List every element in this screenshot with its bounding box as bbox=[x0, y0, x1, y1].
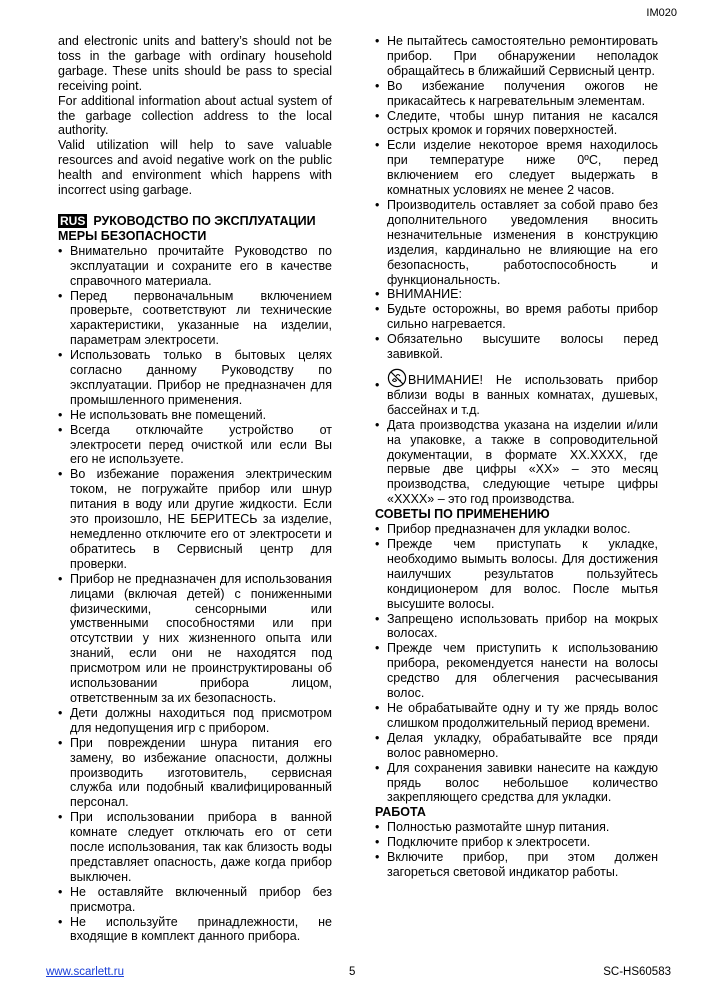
intro-paragraph: For additional information about actual system of the garbage collection address to the local authority. bbox=[58, 93, 332, 138]
water-warning-item bbox=[375, 368, 658, 418]
safety-item: • Всегда отключайте устройство от электросети перед очисткой или если Вы его не используете. bbox=[58, 423, 332, 468]
tip-item: • Не обрабатывайте одну и ту же прядь волос слишком продолжительный период времени. bbox=[375, 701, 658, 731]
tips-title: СОВЕТЫ ПО ПРИМЕНЕНИЮ bbox=[375, 507, 550, 522]
safety-item: • ВНИМАНИЕ: bbox=[375, 287, 658, 302]
work-title: РАБОТА bbox=[375, 805, 426, 820]
safety-item: • Перед первоначальным включением проверьте, соответствуют ли технические характеристики, указанные на изделии, параметрам электросети. bbox=[58, 289, 332, 349]
header-model-code: IM020 bbox=[646, 7, 677, 19]
tip-item: • Делая укладку, обрабатывайте все пряди волос равномерно. bbox=[375, 731, 658, 761]
intro-paragraph: Valid utilization will help to save valuable resources and avoid negative work on the public health and environment which happens with incorrect using garbage. bbox=[58, 138, 332, 198]
safety-item: • Во избежание получения ожогов не прикасайтесь к нагревательным элементам. bbox=[375, 79, 658, 109]
safety-item: • Дети должны находиться под присмотром для недопущения игр с прибором. bbox=[58, 706, 332, 736]
safety-item: • Внимательно прочитайте Руководство по эксплуатации и сохраните его в качестве справочного материала. bbox=[58, 244, 332, 289]
website-link[interactable]: www.scarlett.ru bbox=[46, 966, 124, 978]
safety-item: • Производитель оставляет за собой право без дополнительного уведомления вносить незначительные изменения в конструкцию изделия, кардинально не влияющие на его безопасность, работоспособность и функциональность. bbox=[375, 198, 658, 287]
work-item: • Включите прибор, при этом должен загореться световой индикатор работы. bbox=[375, 850, 658, 880]
footer-model-code: SC-HS60583 bbox=[603, 966, 671, 978]
safety-item: • Следите, чтобы шнур питания не касался острых кромок и горячих поверхностей. bbox=[375, 109, 658, 139]
safety-list-continued bbox=[375, 34, 658, 507]
safety-item: • При повреждении шнура питания его замену, во избежание опасности, должны производить изготовитель, сервисная служба или подобный квалифицированный персонал. bbox=[58, 736, 332, 811]
page-number: 5 bbox=[349, 966, 356, 978]
safety-item: • Не оставляйте включенный прибор без присмотра. bbox=[58, 885, 332, 915]
manual-title-text: РУКОВОДСТВО ПО ЭКСПЛУАТАЦИИ bbox=[93, 213, 316, 228]
work-list bbox=[375, 820, 658, 880]
production-date-item: • Дата производства указана на изделии и/или на упаковке, а также в сопроводительной документации, в формате XX.XXXX, где первые две цифры «XX» – это месяц производства, следующие четыре цифры «XXXX» – это год производства. bbox=[375, 418, 658, 507]
safety-item: • Если изделие некоторое время находилось при температуре ниже 0ºC, перед включением его следует выдержать в комнатных условиях не менее 2 часов. bbox=[375, 138, 658, 198]
language-badge: RUS bbox=[60, 213, 86, 228]
safety-item: • Не пытайтесь самостоятельно ремонтировать прибор. При обнаружении неполадок обращайтесь в ближайший Сервисный центр. bbox=[375, 34, 658, 79]
safety-item: • Во избежание поражения электрическим током, не погружайте прибор или шнур питания в воду или другие жидкости. Если это произошло, НЕ БЕРИТЕСЬ за изделие, немедленно отключите его от электросети и обратитесь в Сервисный центр для проверки. bbox=[58, 467, 332, 571]
safety-item: • Не используйте принадлежности, не входящие в комплект данного прибора. bbox=[58, 915, 332, 945]
no-water-warning-icon bbox=[387, 368, 407, 388]
safety-title: МЕРЫ БЕЗОПАСНОСТИ bbox=[58, 228, 207, 243]
intro-paragraph: and electronic units and battery’s should not be toss in the garbage with ordinary household garbage. These units should be pass to special receiving point. bbox=[58, 34, 332, 93]
safety-item: • Обязательно высушите волосы перед завивкой. bbox=[375, 332, 658, 362]
water-warning-text: ВНИМАНИЕ! Не использовать прибор вблизи воды в ванных комнатах, душевых, бассейнах и т.д. bbox=[387, 373, 658, 417]
work-item: • Подключите прибор к электросети. bbox=[375, 835, 658, 850]
tip-item: • Для сохранения завивки нанесите на каждую прядь волос небольшое количество закрепляющего средства для укладки. bbox=[375, 761, 658, 806]
safety-item: • Не использовать вне помещений. bbox=[58, 408, 332, 423]
tip-item: • Прибор предназначен для укладки волос. bbox=[375, 522, 658, 537]
safety-item: • Использовать только в бытовых целях согласно данному Руководству по эксплуатации. Прибор не предназначен для промышленного применения. bbox=[58, 348, 332, 408]
work-item: • Полностью размотайте шнур питания. bbox=[375, 820, 658, 835]
left-column bbox=[58, 34, 332, 944]
safety-item: • При использовании прибора в ванной комнате следует отключать его от сети после использования, так как близость воды представляет опасность, даже когда прибор выключен. bbox=[58, 810, 332, 885]
right-column bbox=[375, 34, 658, 880]
safety-item: • Будьте осторожны, во время работы прибор сильно нагревается. bbox=[375, 302, 658, 332]
safety-list bbox=[58, 244, 332, 945]
safety-item: • Прибор не предназначен для использования лицами (включая детей) с пониженными физическими, сенсорными или умственными способностями или при отсутствии у них жизненного опыта или знаний, если они не находятся под присмотром или не проинструктированы об использовании прибора лицом, ответственным за их безопасность. bbox=[58, 572, 332, 706]
manual-title bbox=[58, 214, 332, 229]
tips-list bbox=[375, 522, 658, 805]
tip-item: • Запрещено использовать прибор на мокрых волосах. bbox=[375, 612, 658, 642]
tip-item: • Прежде чем приступить к использованию прибора, рекомендуется нанести на волосы средство для облегчения расчесывания волос. bbox=[375, 641, 658, 701]
tip-item: • Прежде чем приступать к укладке, необходимо вымыть волосы. Для достижения наилучших результатов пользуйтесь кондиционером для волос. После мытья высушите волосы. bbox=[375, 537, 658, 612]
